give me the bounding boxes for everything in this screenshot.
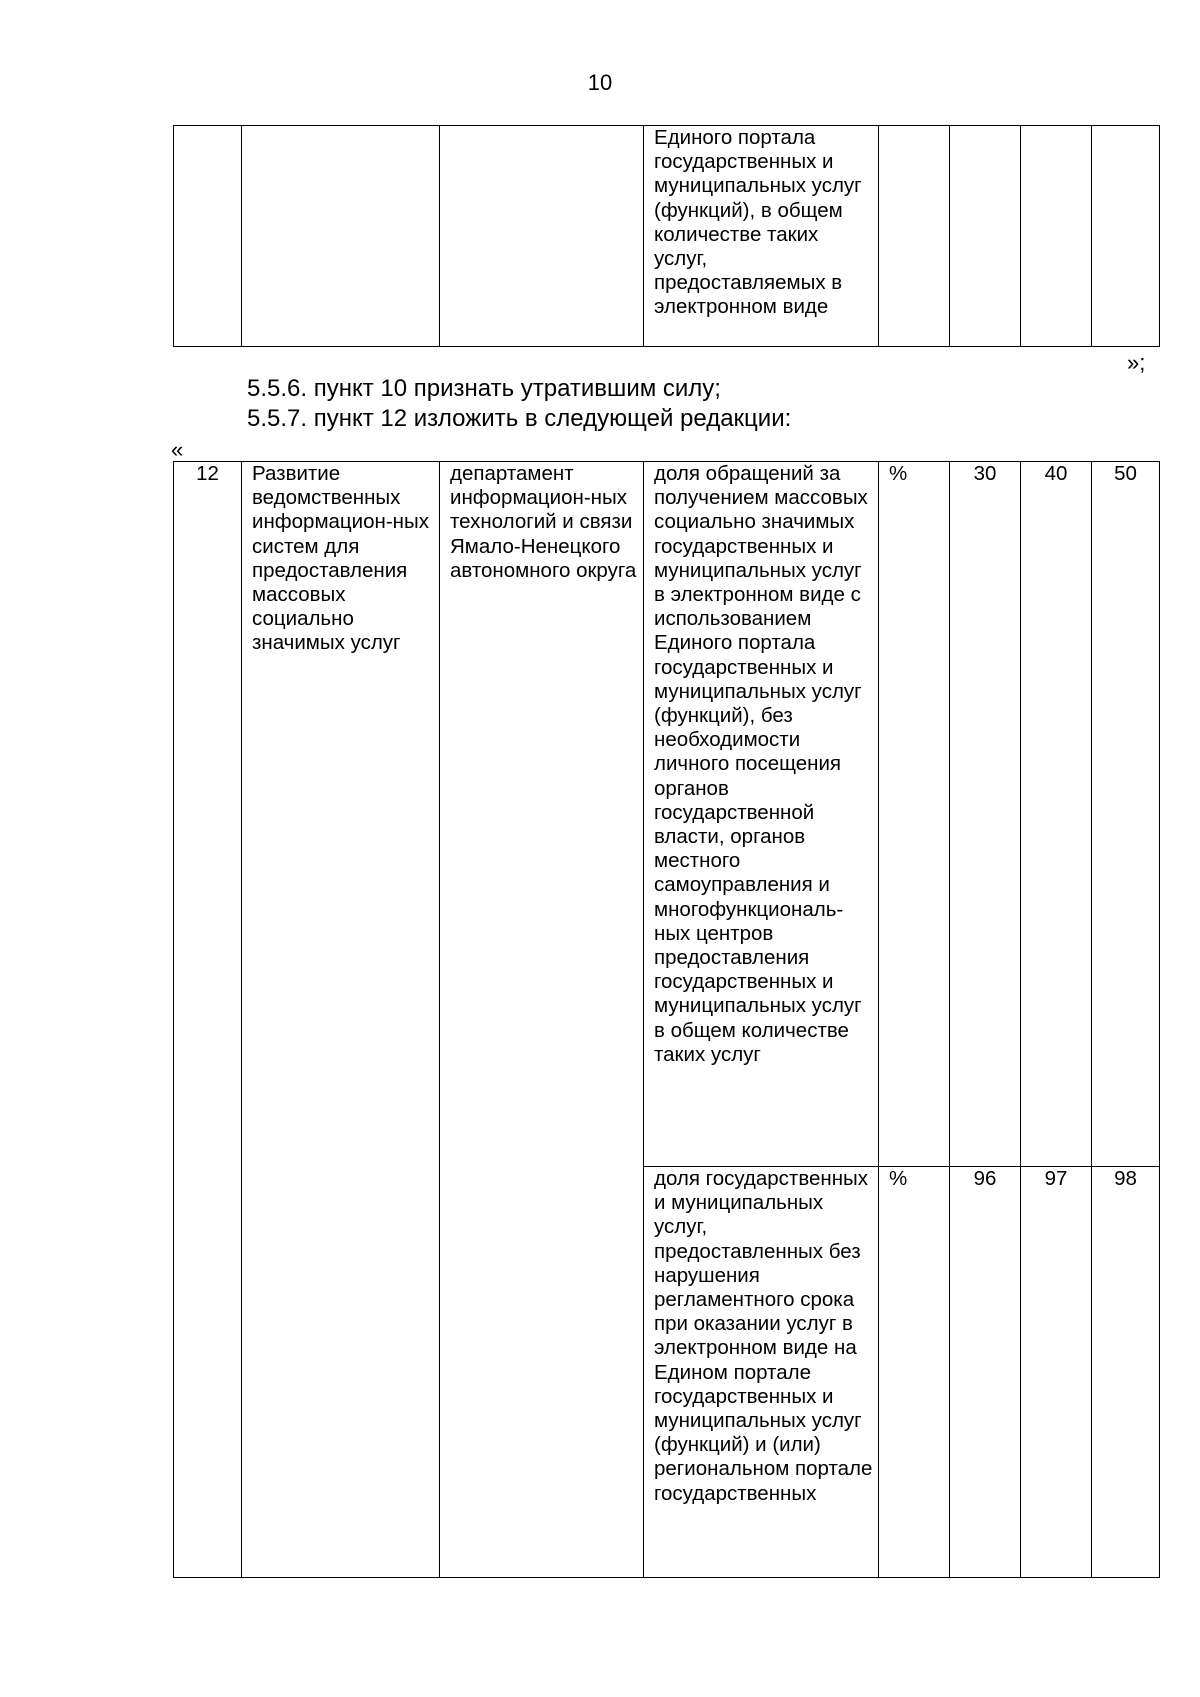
table-cell [440,126,644,347]
opening-quote: « [171,437,184,462]
table-row [174,462,1160,1167]
value-cell: 40 [1021,462,1092,1167]
paragraph: 5.5.7. пункт 12 изложить в следующей редакции: [247,405,792,432]
value-cell: 50 [1092,462,1160,1167]
table-cell [1021,126,1092,347]
value-cell: 97 [1021,1167,1092,1578]
table-cell [879,126,950,347]
value-cell: 30 [950,462,1021,1167]
page-number: 10 [587,70,613,95]
table-cell [950,126,1021,347]
main-table [173,461,1160,1578]
table-cell [174,126,242,347]
table-cell [1092,126,1160,347]
indicator-cell: доля государственных и муниципальных услуг, предоставленных без нарушения регламентного срока при оказании услуг в электронном виде на Едином портале государственных и муниципальных услуг (функций) и (или) региональном портале государственных [644,1167,879,1578]
executor-cell: департамент информацион-ных технологий и связи Ямало-Ненецкого автономного округа [440,462,644,1578]
indicator-cell: Единого портала государственных и муниципальных услуг (функций), в общем количестве таких услуг, предоставляемых в электронном виде [644,126,879,347]
row-number: 12 [174,462,242,1578]
continued-table [173,125,1160,347]
closing-quote: »; [1127,350,1146,375]
unit-cell: % [879,1167,950,1578]
unit-cell: % [879,462,950,1167]
paragraph: 5.5.6. пункт 10 признать утратившим силу; [247,375,721,402]
measure-cell: Развитие ведомственных информацион-ных систем для предоставления массовых социально значимых услуг [242,462,440,1578]
indicator-cell: доля обращений за получением массовых социально значимых государственных и муниципальных услуг в электронном виде с использованием Единого портала государственных и муниципальных услуг (функций), без необходимости личного посещения органов государственной власти, органов местного самоуправления и многофункциональ-ных центров предоставления государственных и муниципальных услуг в общем количестве таких услуг [644,462,879,1167]
value-cell: 98 [1092,1167,1160,1578]
table-row [174,126,1160,347]
value-cell: 96 [950,1167,1021,1578]
table-cell [242,126,440,347]
